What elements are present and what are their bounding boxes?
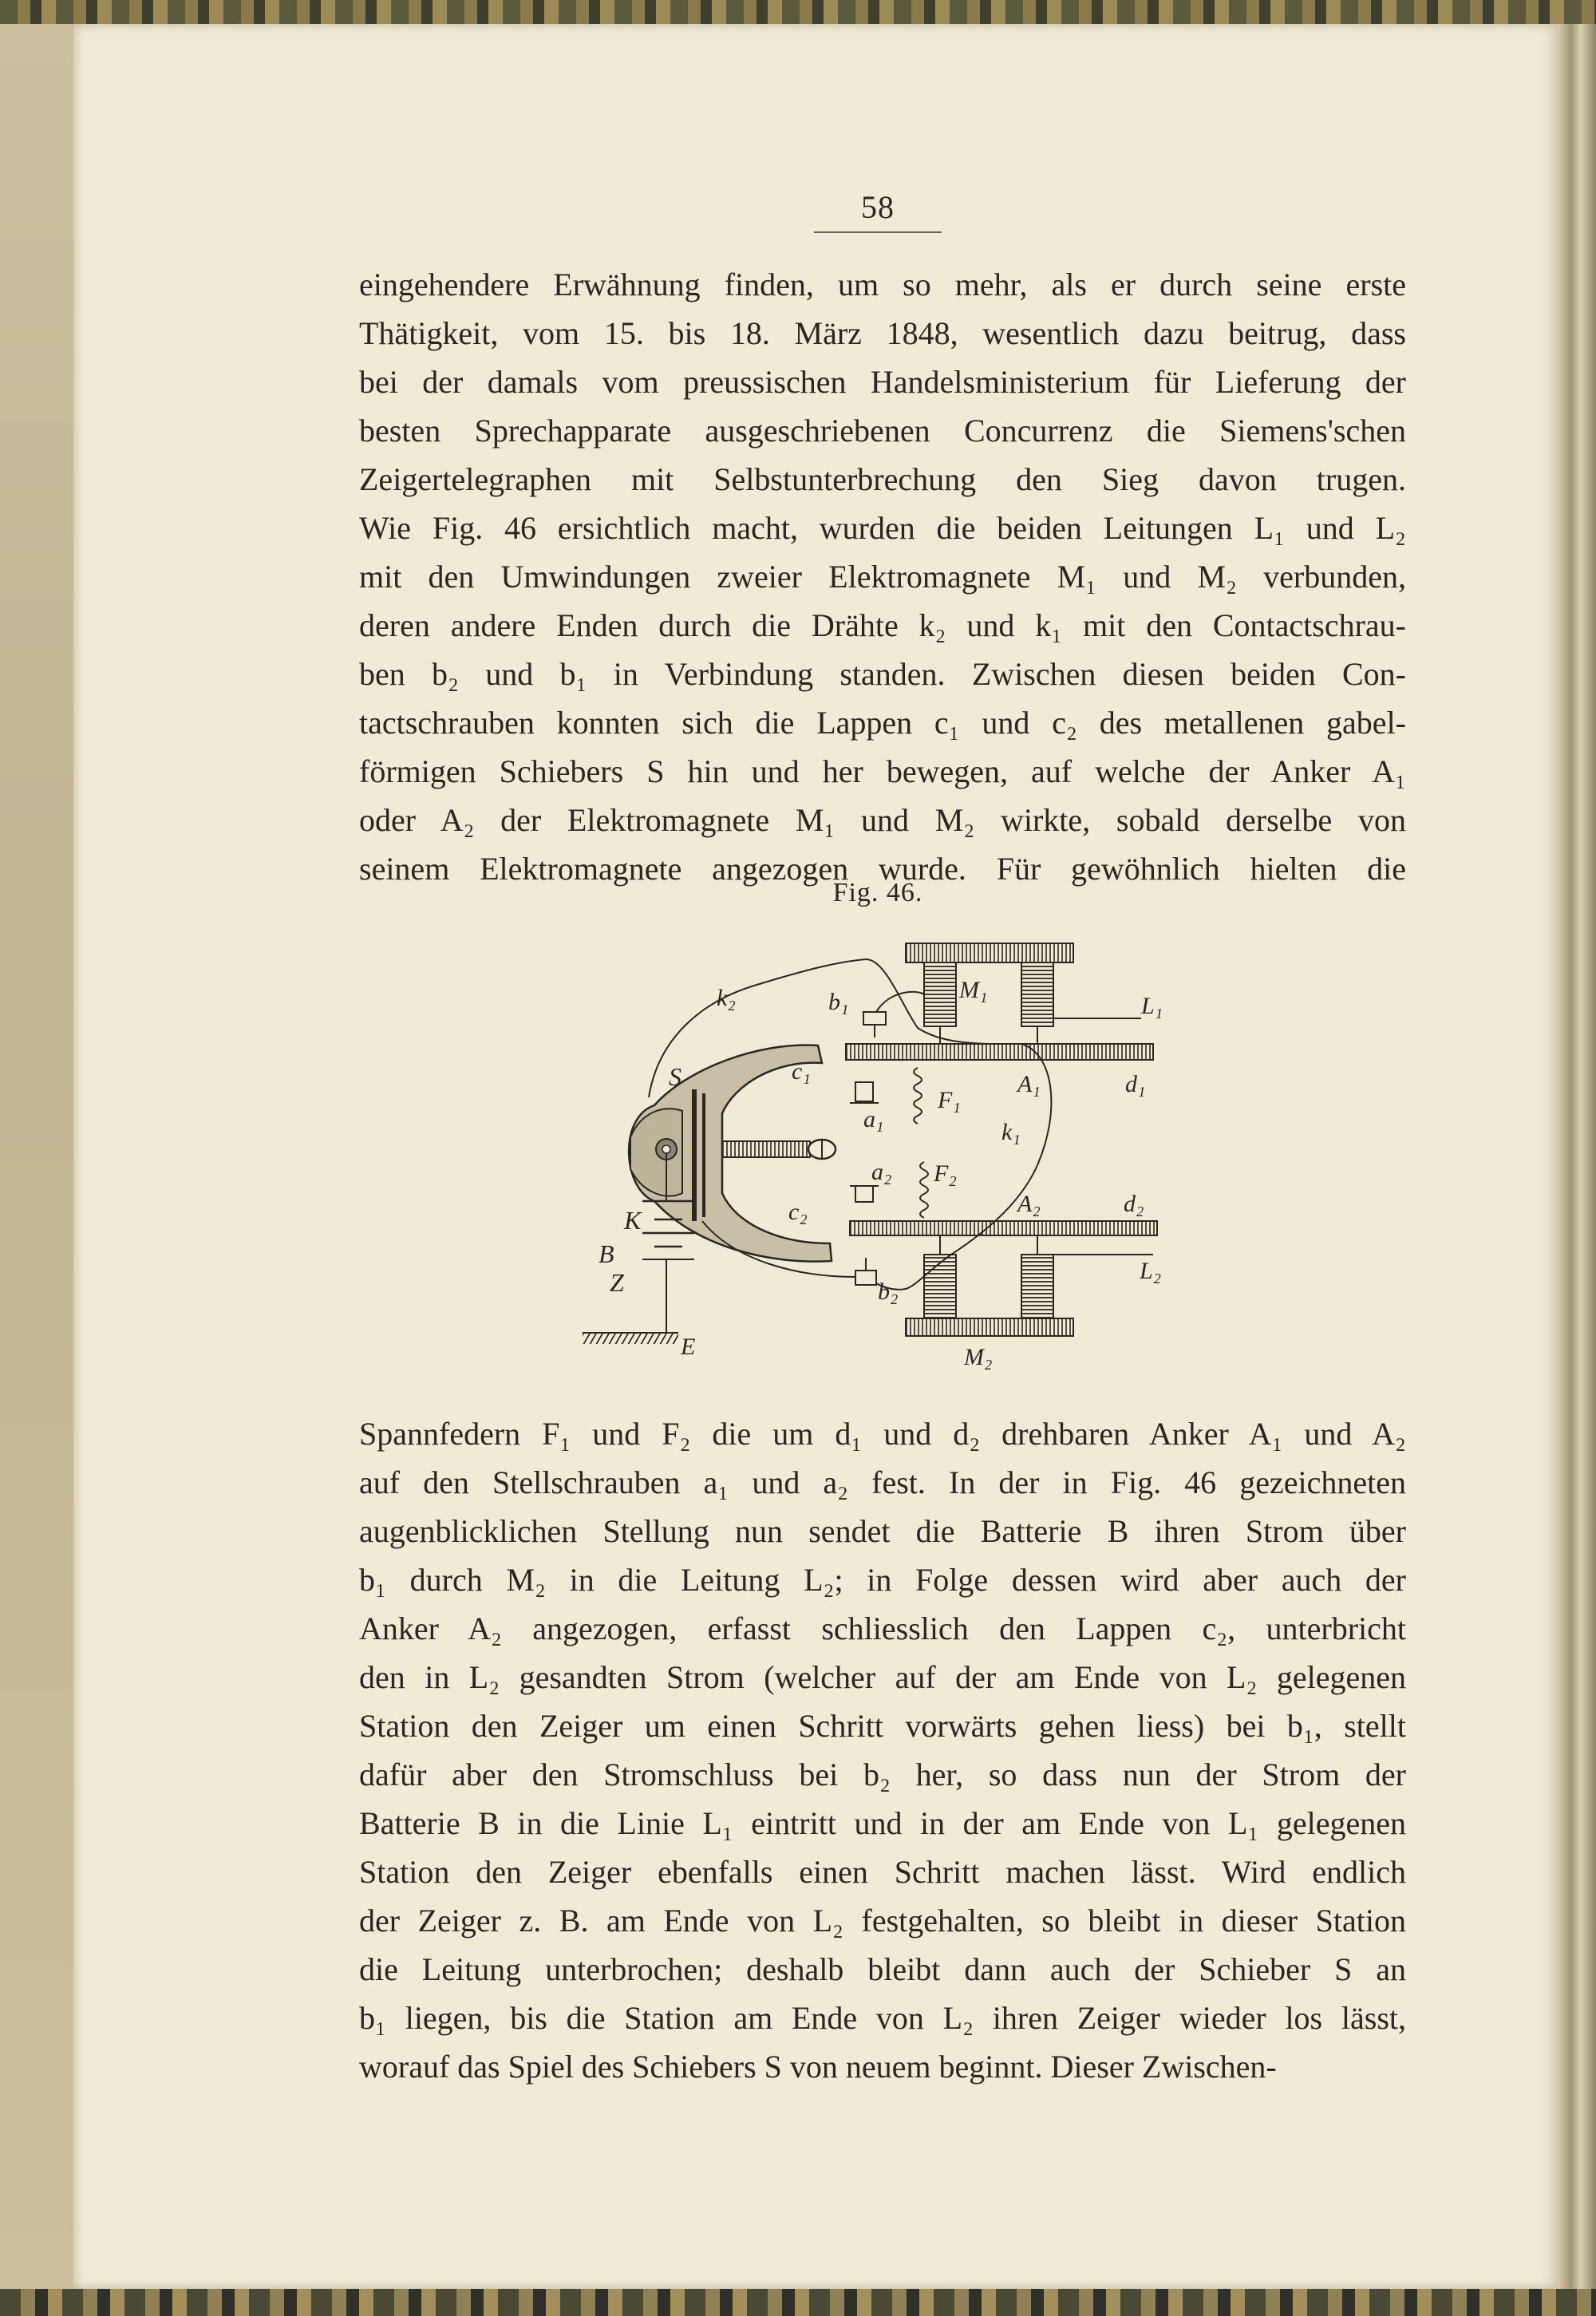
label-d1: d₁ [1125,1071,1146,1097]
label-A2: A₂ [1017,1191,1041,1217]
book-edge-bottom [0,2289,1596,2316]
label-K: K [624,1206,642,1235]
earth-e [583,1333,678,1344]
text-line: der Zeiger z. B. am Ende von L₂ festgehalten, so bleibt in dieser Station [359,1903,1406,1939]
text-line: förmigen Schiebers S hin und her bewegen, auf welche der Anker A₁ [359,753,1406,789]
text-line: Zeigertelegraphen mit Selbstunterbrechung den Sieg davon trugen. [359,461,1406,497]
text-line: tactschrauben konnten sich die Lappen c₁ und c₂ des metallenen gabel- [359,705,1406,741]
text-line: b₁ liegen, bis die Station am Ende von L₂ ihren Zeiger wieder los lässt, [359,2000,1406,2036]
page-number: 58 [861,189,895,225]
text-line: Anker A₂ angezogen, erfasst schliesslich den Lappen c₂, unterbricht [359,1611,1406,1646]
text-line: Spannfedern F₁ und F₂ die um d₁ und d₂ drehbaren Anker A₁ und A₂ [359,1416,1406,1452]
text-line: b₁ durch M₂ in die Leitung L₂; in Folge dessen wird aber auch der [359,1562,1406,1598]
label-B: B [598,1239,614,1268]
text-line: oder A₂ der Elektromagnete M₁ und M₂ wirkte, sobald derselbe von [359,802,1406,838]
label-L2: L₂ [1140,1258,1162,1284]
text-line: augenblicklichen Stellung nun sendet die Batterie B ihren Strom über [359,1513,1406,1549]
contact-a2 [850,1186,879,1202]
book-edge-right [1558,24,1596,2289]
text-line: deren andere Enden durch die Drähte k₂ und k₁ mit den Contactschrau- [359,607,1406,643]
label-Z: Z [610,1268,624,1297]
label-A1: A₁ [1017,1071,1041,1097]
text-line: seinem Elektromagnete angezogen wurde. Für gewöhnlich hielten die [359,851,1406,887]
spring-f2 [920,1162,928,1218]
text-line: mit den Umwindungen zweier Elektromagnete M₁ und M₂ verbunden, [359,559,1406,595]
text-line: Thätigkeit, vom 15. bis 18. März 1848, wesentlich dazu beitrug, dass [359,315,1406,351]
label-M1: M₁ [959,977,988,1003]
contact-b1 [863,1012,886,1037]
paragraph-top [359,260,1406,893]
label-E: E [681,1334,696,1360]
label-c1: c₁ [792,1058,811,1085]
figure-caption: Fig. 46. [832,878,923,907]
text-line: auf den Stellschrauben a₁ und a₂ fest. In der in Fig. 46 gezeichneten [359,1464,1406,1500]
armature-a2 [850,1221,1157,1235]
paragraph-bottom [359,1409,1406,2091]
page-number-rule [814,231,942,233]
label-F2: F₂ [934,1160,957,1187]
electromagnet-m1 [906,943,1141,1044]
text-line: Batterie B in die Linie L₁ eintritt und in der am Ende von L₁ gelegenen [359,1805,1406,1841]
label-L1: L₁ [1141,993,1163,1019]
electromagnet-m2 [906,1235,1153,1336]
label-a1: a₁ [863,1106,884,1132]
spring-f1 [914,1068,922,1124]
text-line: ben b₂ und b₁ in Verbindung standen. Zwischen diesen beiden Con- [359,656,1406,692]
label-k1: k₁ [1001,1119,1021,1145]
label-a2: a₂ [871,1159,892,1185]
text-line: worauf das Spiel des Schiebers S von neuem beginnt. Dieser Zwischen- [359,2049,1277,2085]
text-line: den in L₂ gesandten Strom (welcher auf der am Ende von L₂ gelegenen [359,1659,1406,1695]
text-line: besten Sprechapparate ausgeschriebenen Concurrenz die Siemens'schen [359,413,1406,449]
label-d2: d₂ [1124,1191,1144,1217]
label-M2: M₂ [964,1344,993,1370]
text-line: Station den Zeiger ebenfalls einen Schritt machen lässt. Wird endlich [359,1854,1406,1890]
text-line: Station den Zeiger um einen Schritt vorwärts gehen liess) bei b₁, stellt [359,1708,1406,1744]
label-F1: F₁ [938,1087,961,1113]
label-k2: k₂ [717,985,736,1011]
text-line: dafür aber den Stromschluss bei b₂ her, so dass nun der Strom der [359,1757,1406,1792]
book-edge-top [0,0,1596,24]
book-edge-left [0,24,73,2289]
armature-a1 [846,1044,1153,1060]
label-b2: b₂ [878,1279,899,1305]
contact-a1 [850,1082,879,1103]
text-line: bei der damals vom preussischen Handelsministerium für Lieferung der [359,364,1406,400]
text-line: eingehendere Erwähnung finden, um so mehr, als er durch seine erste [359,267,1406,302]
figure-46-diagram [575,926,1181,1381]
contact-b2 [855,1258,876,1285]
label-b1: b₁ [828,989,849,1015]
telegraph-circuit-svg [575,926,1181,1381]
text-line: Wie Fig. 46 ersichtlich macht, wurden die beiden Leitungen L₁ und L₂ [359,510,1406,546]
label-S: S [669,1062,681,1091]
label-c2: c₂ [788,1199,808,1225]
text-line: die Leitung unterbrochen; deshalb bleibt dann auch der Schieber S an [359,1951,1406,1987]
